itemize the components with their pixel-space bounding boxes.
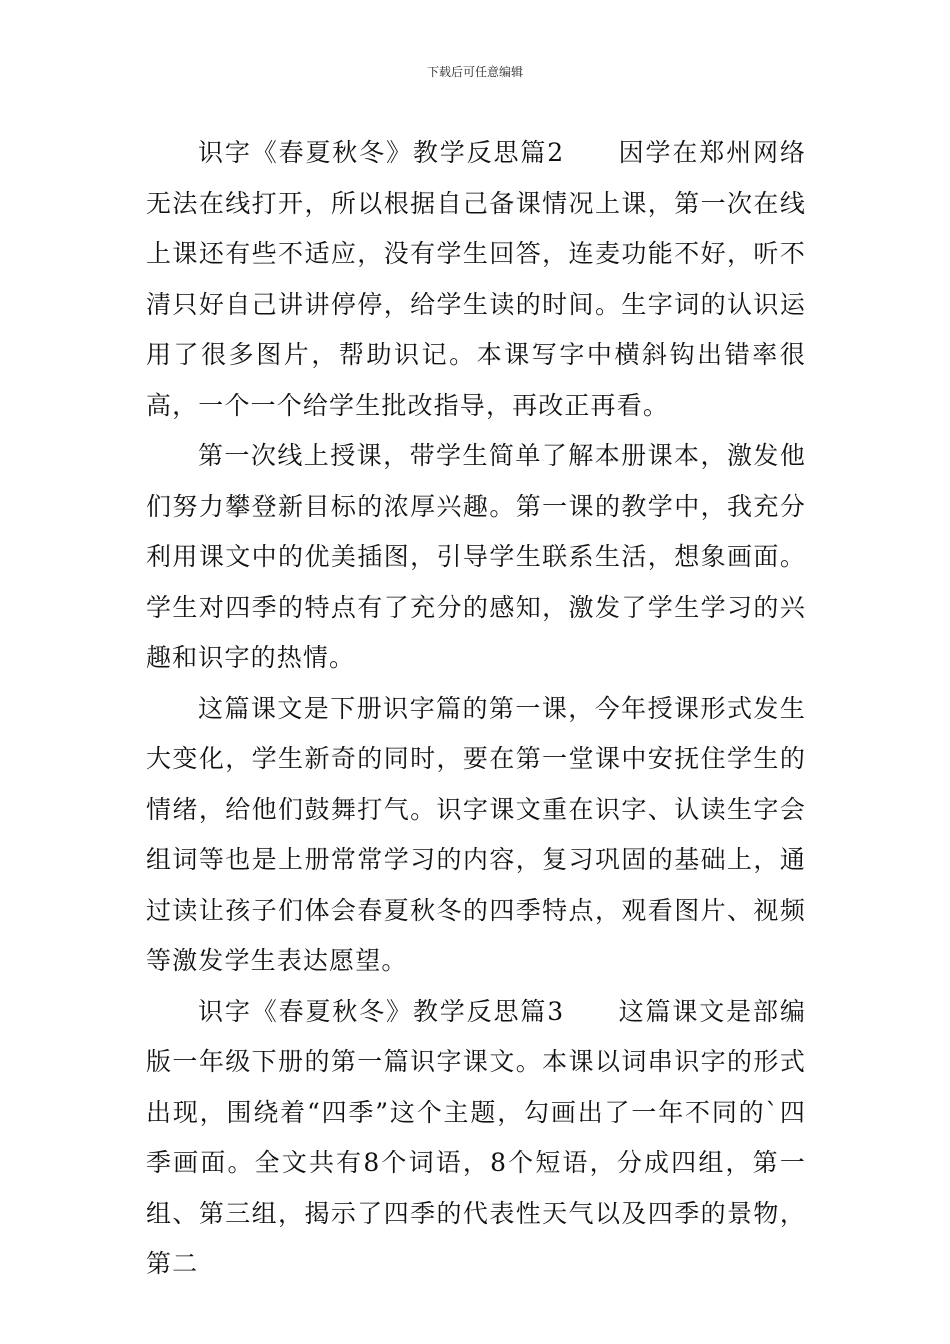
paragraph-lesson-overview: 这篇课文是下册识字篇的第一课，今年授课形式发生大变化，学生新奇的同时，要在第一堂课中安抚住学生的情绪，给他们鼓舞打气。识字课文重在识字、认读生字会组词等也是上册常常学习的内容，复习巩固的基础上，通过读让孩子们体会春夏秋冬的四季特点，观看图片、视频等激发学生表达愿望。 — [146, 693, 806, 975]
document-body — [146, 128, 806, 1290]
paragraph-reflection-3: 识字《春夏秋冬》教学反思篇3 这篇课文是部编版一年级下册的第一篇识字课文。本课以词串识字的形式出现，围绕着“四季”这个主题，勾画出了一年不同的`四季画面。全文共有8个词语，8个短语，分成四组，第一组、第三组，揭示了四季的代表性天气以及四季的景物，第二 — [146, 996, 806, 1278]
page-header: 下载后可任意编辑 — [426, 65, 523, 79]
paragraph-first-online-lesson: 第一次线上授课，带学生简单了解本册课本，激发他们努力攀登新目标的浓厚兴趣。第一课的教学中，我充分利用课文中的优美插图，引导学生联系生活，想象画面。学生对四季的特点有了充分的感知，激发了学生学习的兴趣和识字的热情。 — [146, 441, 806, 672]
paragraph-reflection-2: 识字《春夏秋冬》教学反思篇2 因学在郑州网络无法在线打开，所以根据自己备课情况上课，第一次在线上课还有些不适应，没有学生回答，连麦功能不好，听不清只好自己讲讲停停，给学生读的时间。生字词的认识运用了很多图片，帮助识记。本课写字中横斜钩出错率很高，一个一个给学生批改指导，再改正再看。 — [146, 138, 806, 420]
